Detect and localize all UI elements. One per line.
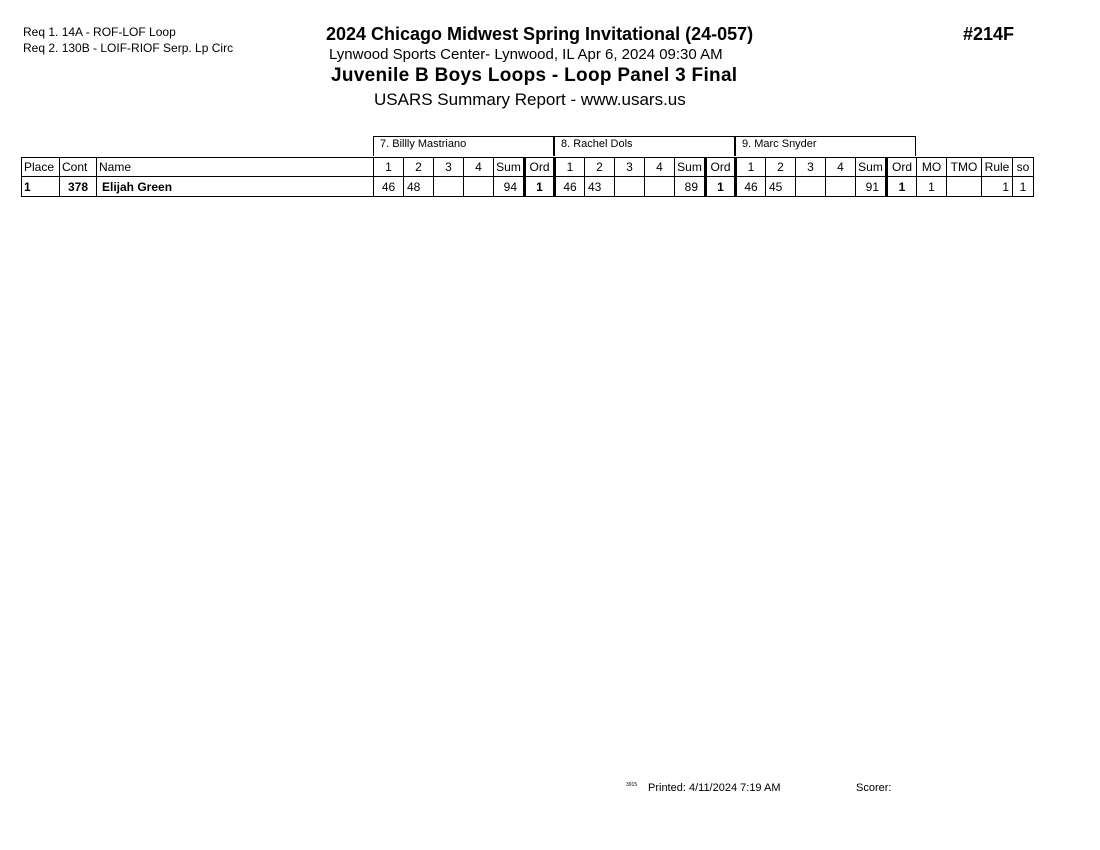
cell-j1-ord: 1 bbox=[525, 177, 555, 197]
col-j3-3: 3 bbox=[796, 158, 826, 177]
cell-j2-s1: 46 bbox=[555, 177, 585, 197]
requirement-2: Req 2. 130B - LOIF-RIOF Serp. Lp Circ bbox=[23, 41, 234, 55]
judge-header-1: 7. Billly Mastriano bbox=[373, 136, 554, 156]
cell-so: 1 bbox=[1013, 177, 1034, 197]
col-j1-sum: Sum bbox=[494, 158, 525, 177]
col-cont: Cont bbox=[60, 158, 97, 177]
col-j3-4: 4 bbox=[826, 158, 856, 177]
cell-j3-s1: 46 bbox=[736, 177, 766, 197]
col-j1-2: 2 bbox=[404, 158, 434, 177]
judge-header-3: 9. Marc Snyder bbox=[735, 136, 916, 156]
scorer-label: Scorer: bbox=[856, 782, 892, 794]
col-j2-ord: Ord bbox=[706, 158, 736, 177]
col-so: so bbox=[1013, 158, 1034, 177]
report-line: USARS Summary Report - www.usars.us bbox=[374, 90, 686, 109]
cell-j2-s3 bbox=[615, 177, 645, 197]
cell-j2-sum: 89 bbox=[675, 177, 706, 197]
col-rule: Rule bbox=[982, 158, 1013, 177]
printed-timestamp: Printed: 4/11/2024 7:19 AM bbox=[648, 782, 781, 794]
col-name: Name bbox=[97, 158, 374, 177]
col-j1-4: 4 bbox=[464, 158, 494, 177]
col-j2-1: 1 bbox=[555, 158, 585, 177]
col-j1-1: 1 bbox=[374, 158, 404, 177]
cell-j1-s3 bbox=[434, 177, 464, 197]
cell-j3-ord: 1 bbox=[887, 177, 917, 197]
col-j2-4: 4 bbox=[645, 158, 675, 177]
requirement-1: Req 1. 14A - ROF-LOF Loop bbox=[23, 25, 176, 39]
footer-code: 3915 bbox=[626, 782, 638, 788]
cell-cont: 378 bbox=[60, 177, 97, 197]
cell-j1-s4 bbox=[464, 177, 494, 197]
col-j2-2: 2 bbox=[585, 158, 615, 177]
cell-mo: 1 bbox=[917, 177, 947, 197]
table-row bbox=[22, 177, 1034, 197]
col-tmo: TMO bbox=[947, 158, 982, 177]
col-j3-1: 1 bbox=[736, 158, 766, 177]
col-j3-2: 2 bbox=[766, 158, 796, 177]
cell-j2-s4 bbox=[645, 177, 675, 197]
cell-j3-s4 bbox=[826, 177, 856, 197]
col-j2-3: 3 bbox=[615, 158, 645, 177]
col-j3-ord: Ord bbox=[887, 158, 917, 177]
judge-header-2: 8. Rachel Dols bbox=[554, 136, 735, 156]
cell-j3-sum: 91 bbox=[856, 177, 887, 197]
cell-j1-s1: 46 bbox=[374, 177, 404, 197]
col-j1-ord: Ord bbox=[525, 158, 555, 177]
cell-j3-s2: 45 bbox=[766, 177, 796, 197]
col-j2-sum: Sum bbox=[675, 158, 706, 177]
col-j3-sum: Sum bbox=[856, 158, 887, 177]
cell-name: Elijah Green bbox=[97, 177, 374, 197]
cell-j2-ord: 1 bbox=[706, 177, 736, 197]
venue-line: Lynwood Sports Center- Lynwood, IL Apr 6, 2024 09:30 AM bbox=[329, 46, 723, 63]
cell-rule: 1 bbox=[982, 177, 1013, 197]
competition-title: 2024 Chicago Midwest Spring Invitational (24-057) bbox=[326, 24, 754, 44]
col-place: Place bbox=[22, 158, 60, 177]
cell-j2-s2: 43 bbox=[585, 177, 615, 197]
cell-j1-s2: 48 bbox=[404, 177, 434, 197]
col-mo: MO bbox=[917, 158, 947, 177]
cell-j3-s3 bbox=[796, 177, 826, 197]
cell-j1-sum: 94 bbox=[494, 177, 525, 197]
col-j1-3: 3 bbox=[434, 158, 464, 177]
cell-tmo bbox=[947, 177, 982, 197]
event-title: Juvenile B Boys Loops - Loop Panel 3 Final bbox=[331, 65, 738, 86]
cell-place: 1 bbox=[22, 177, 60, 197]
results-table bbox=[21, 157, 1034, 197]
event-number: #214F bbox=[963, 24, 1015, 44]
table-header-row bbox=[22, 158, 1034, 177]
